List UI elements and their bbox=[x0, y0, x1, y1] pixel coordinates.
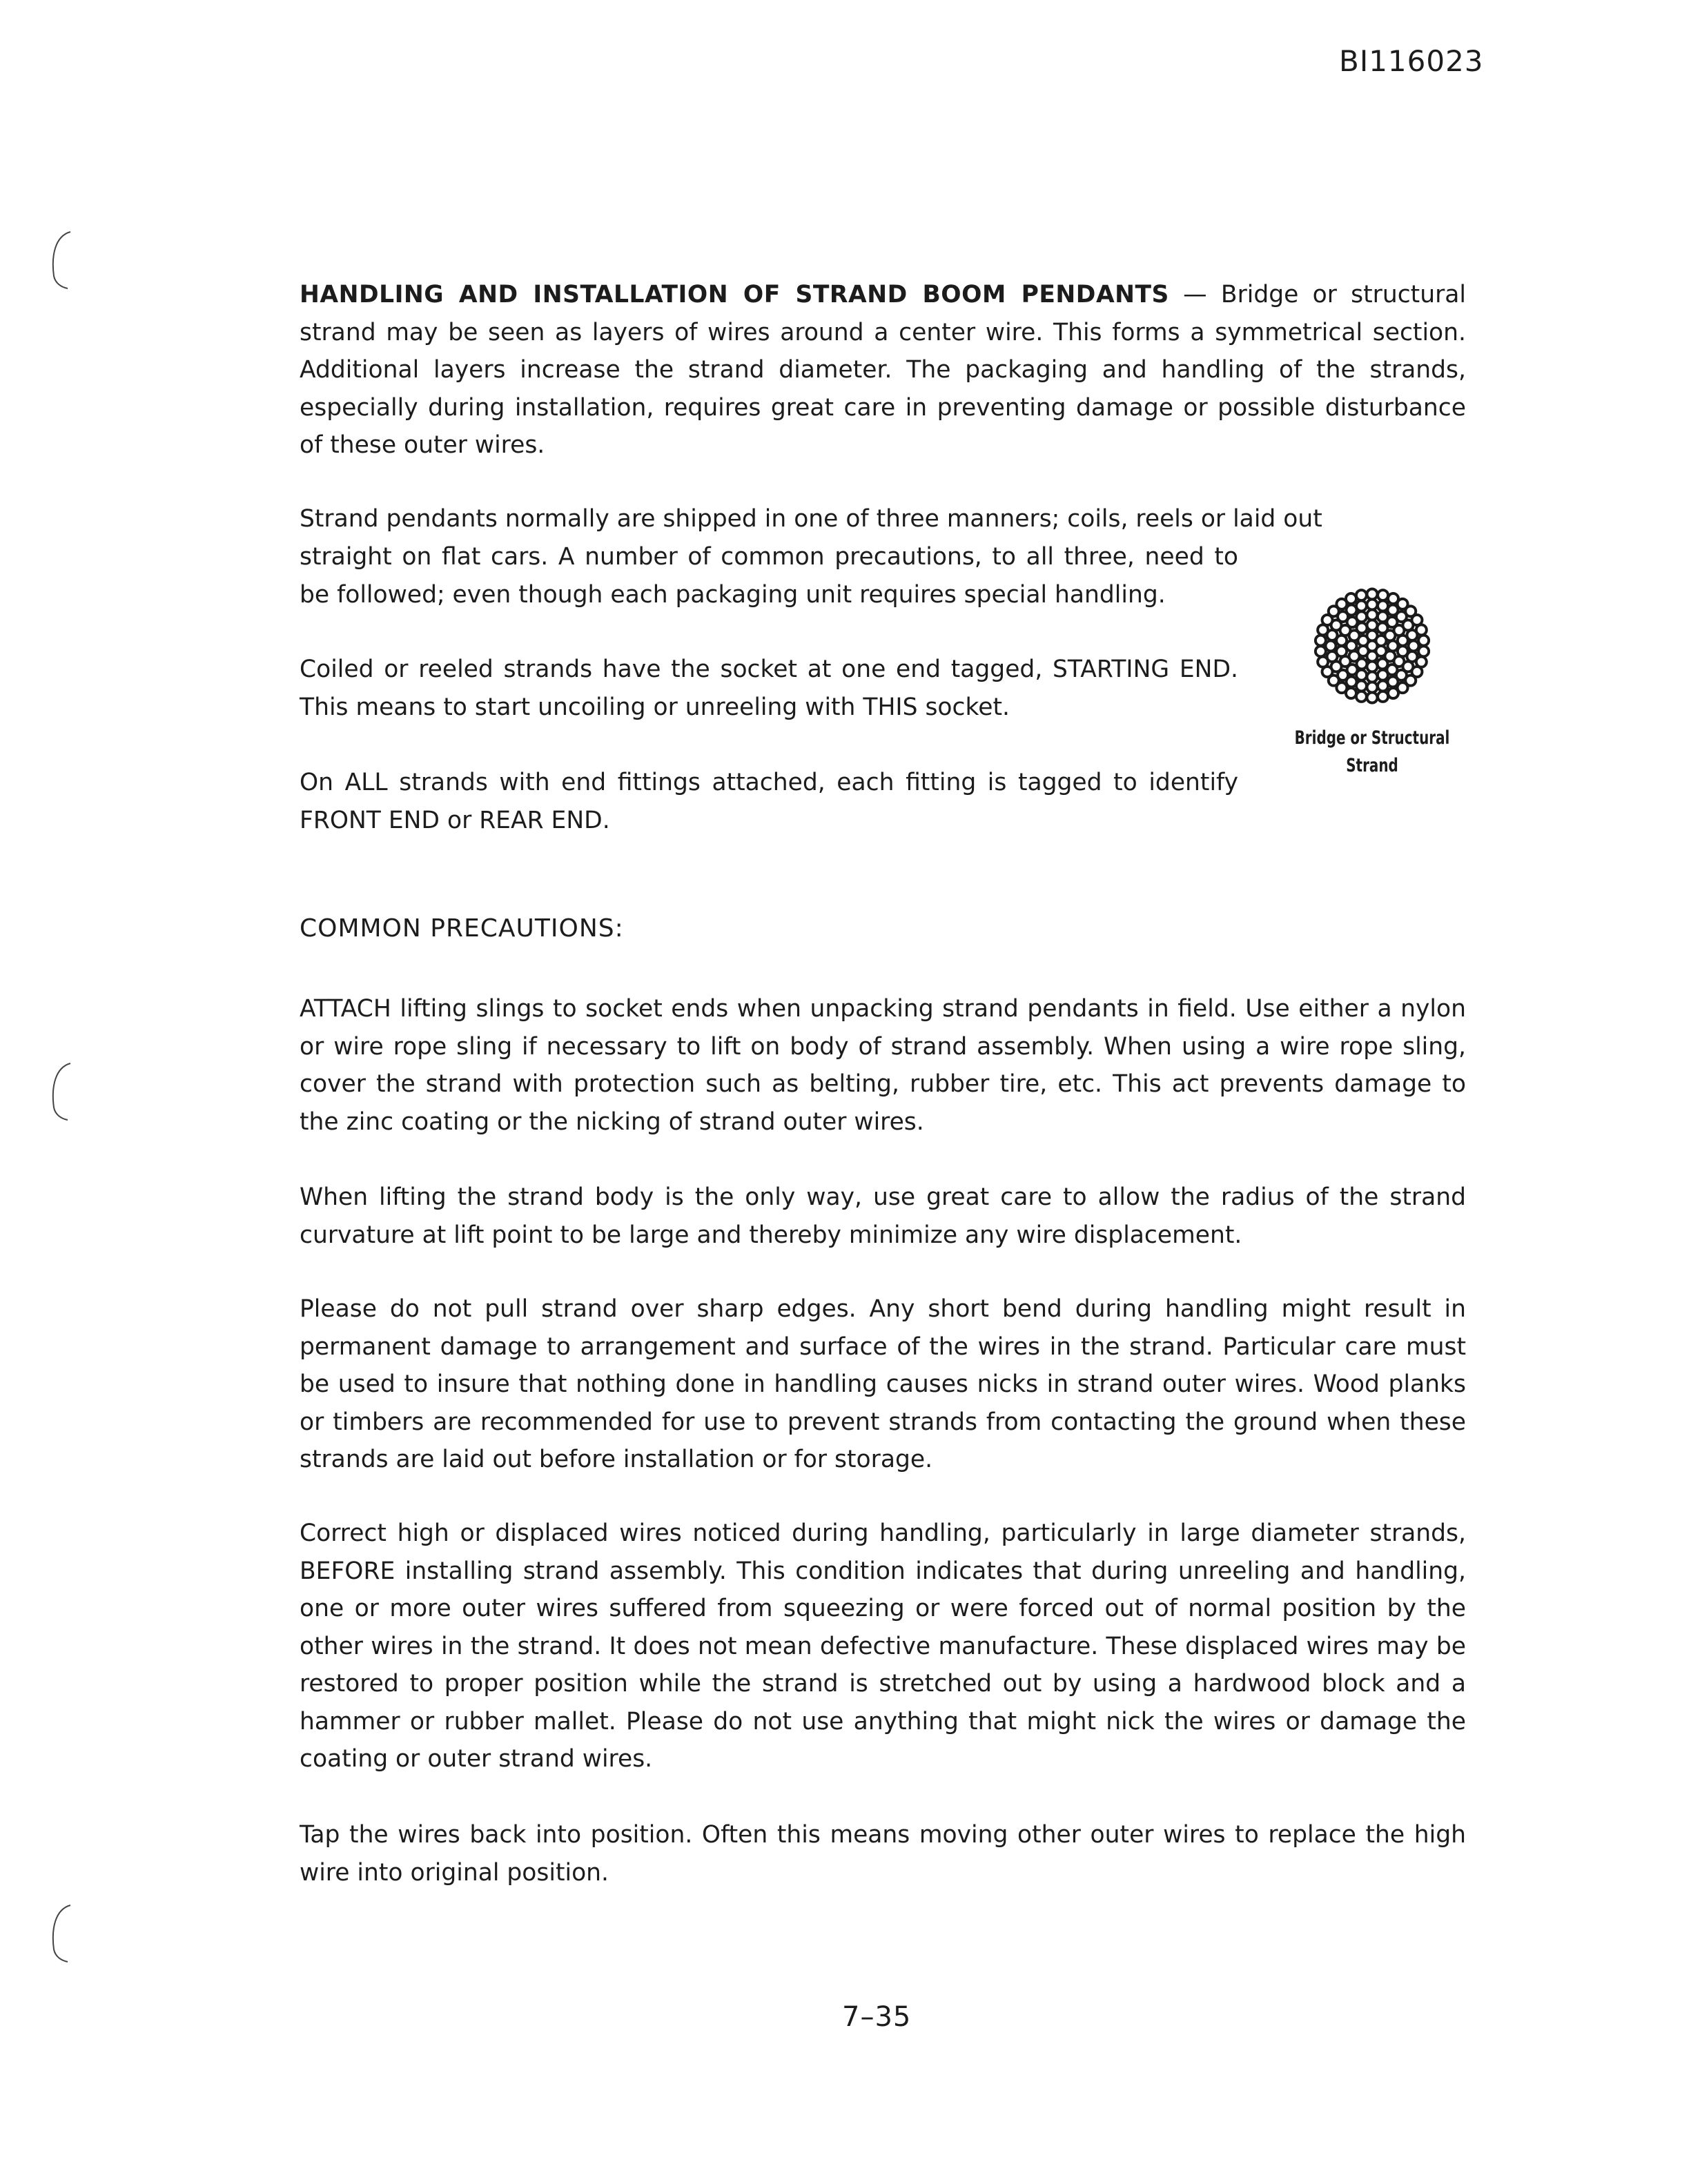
punch-hole-mark-bottom bbox=[41, 1901, 76, 1963]
strand-wire bbox=[1326, 641, 1336, 651]
strand-figure bbox=[1269, 577, 1476, 780]
strand-wire bbox=[1316, 646, 1326, 656]
figure-caption bbox=[1287, 725, 1457, 780]
common-precautions-heading: COMMON PRECAUTIONS: bbox=[300, 914, 624, 943]
lifting-paragraph: When lifting the strand body is the only way, use great care to allow the radius of the strand curvature at lift point to be large and thereby minimize any wire displacement. bbox=[300, 1183, 1466, 1249]
strand-wire bbox=[1418, 636, 1429, 646]
caption-line-1: Bridge or Structural bbox=[1294, 727, 1450, 749]
punch-hole-mark-top bbox=[41, 228, 76, 290]
strand-wire bbox=[1318, 657, 1328, 667]
strand-wire bbox=[1367, 682, 1378, 693]
strand-wire bbox=[1378, 590, 1388, 600]
end-fittings-paragraph: On ALL strands with end fittings attached, each fitting is tagged to identify FRONT END or REAR END. bbox=[300, 769, 1238, 834]
strand-wire bbox=[1378, 670, 1388, 680]
strand-wire bbox=[1367, 662, 1378, 672]
tap-wires-paragraph: Tap the wires back into position. Often this means moving other outer wires to replace the high wire into original position. bbox=[300, 1821, 1466, 1887]
correct-high-wires-paragraph: Correct high or displaced wires noticed during handling, particularly in large diameter strands, BEFORE installing strand assembly. This condition indicates that during unreeling and handling, one or more outer wires suffered from squeezing or were forced out of normal position by the other wires in the strand. It does not mean defective manufacture. These displaced wires may be restored to proper position while the strand is stretched out by using a hardwood block and a hammer or rubber mallet. Please do not use anything that might nick the wires or damage the coating or outer strand wires. bbox=[300, 1519, 1466, 1773]
strand-wire bbox=[1346, 593, 1356, 604]
strand-wire bbox=[1367, 672, 1378, 682]
document-id: BI116023 bbox=[1339, 44, 1484, 78]
title-dash: — bbox=[1169, 281, 1221, 308]
strand-wire bbox=[1367, 589, 1378, 600]
strand-wire bbox=[1356, 691, 1367, 702]
coiled-strands-paragraph: Coiled or reeled strands have the socket at one end tagged, STARTING END. This means to start uncoiling or unreeling with THIS socket. bbox=[300, 656, 1238, 721]
strand-cross-section-icon bbox=[1303, 577, 1441, 715]
section-title: HANDLING AND INSTALLATION OF STRAND BOOM PENDANTS bbox=[300, 281, 1169, 308]
intro-text: Bridge or structural strand may be seen as layers of wires around a center wire. This forms a symmetrical section. Additional layers increase the strand diameter. The packaging and handling of the strands, especially during installation, requires great care in preventing damage or possible disturbance of these outer wires. bbox=[300, 281, 1466, 459]
punch-hole-mark-middle bbox=[41, 1059, 76, 1121]
intro-paragraph bbox=[300, 276, 1466, 464]
strand-wire bbox=[1416, 624, 1427, 635]
strand-wire bbox=[1356, 611, 1367, 622]
strand-wire bbox=[1356, 590, 1367, 600]
sharp-edges-paragraph: Please do not pull strand over sharp edges. Any short bend during handling might result in permanent damage to arrangement and surface of the wires in the strand. Particular care must be used to insure that nothing done in handling causes nicks in strand outer wires. Wood planks or timbers are recommended for use to prevent strands from contacting the ground when these strands are laid out before installation or for storage. bbox=[300, 1295, 1466, 1473]
caption-line-2: Strand bbox=[1346, 755, 1398, 776]
strand-wire bbox=[1409, 641, 1419, 651]
page-number: 7–35 bbox=[842, 2001, 912, 2033]
strand-wire bbox=[1356, 601, 1367, 611]
strand-wire bbox=[1378, 680, 1388, 691]
strand-wire bbox=[1378, 691, 1388, 702]
strand-wire bbox=[1367, 693, 1378, 703]
strand-wire bbox=[1367, 610, 1378, 620]
strand-wire bbox=[1367, 620, 1378, 631]
strand-wire bbox=[1418, 646, 1429, 656]
shipping-paragraph-line1: Strand pendants normally are shipped in one of three manners; coils, reels or laid out bbox=[300, 505, 1322, 533]
strand-wire bbox=[1367, 600, 1378, 610]
attach-slings-paragraph: ATTACH lifting slings to socket ends when unpacking strand pendants in field. Use either a nylon or wire rope sling if necessary to lift on body of strand assembly. When using a wire rope sling, cover the strand with protection such as belting, rubber tire, etc. This act prevents damage to the zinc coating or the nicking of strand outer wires. bbox=[300, 995, 1466, 1136]
strand-wire bbox=[1316, 636, 1326, 646]
shipping-paragraph-rest: straight on flat cars. A number of common precautions, to all three, need to be followed; even though each packaging unit requires special handling. bbox=[300, 543, 1238, 609]
strand-wire bbox=[1388, 688, 1398, 698]
